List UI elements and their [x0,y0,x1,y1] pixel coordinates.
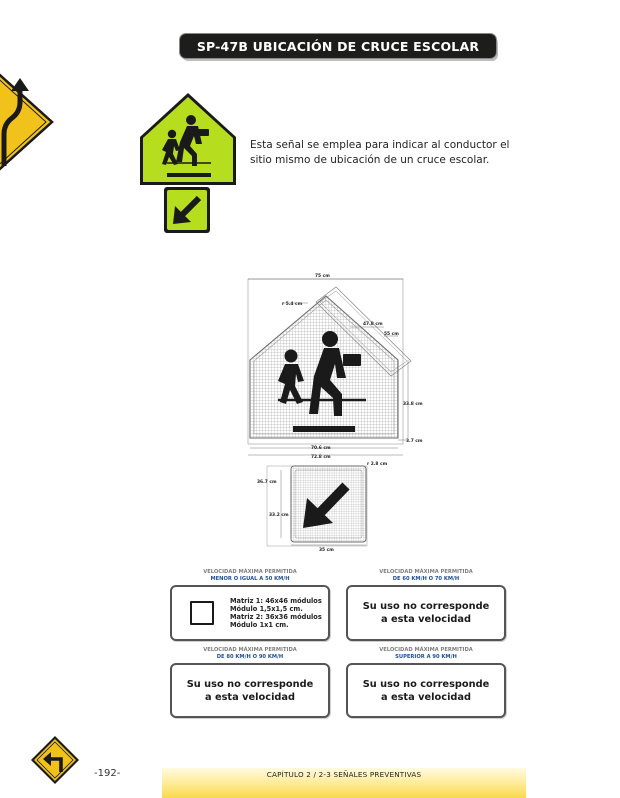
speed-table-box [346,585,506,641]
matrix-spec: Matriz 1: 46x46 módulos Módulo 1,5x1,5 cm. Matriz 2: 36x36 módulos Módulo 1x1 cm. [230,597,322,629]
speed-table-message: Su uso no corresponde a esta velocidad [362,601,490,625]
dim-label: r 2.8 cm [367,462,388,467]
speed-table-box [170,663,330,718]
dim-label: 33.8 cm [403,402,423,407]
speed-table-label: VELOCIDAD MÁXIMA PERMITIDA DE 80 KM/H O 90 KM/H [203,647,297,660]
technical-drawing-pentagon [238,268,438,468]
dim-label: 55 cm [384,332,399,337]
dim-label: 47.8 cm [363,322,383,327]
speed-table-box [346,663,506,718]
speed-table-label: VELOCIDAD MÁXIMA PERMITIDA SUPERIOR A 90 KM/H [379,647,473,660]
dim-label: 72.8 cm [311,455,331,460]
dim-label: 70.6 cm [311,446,331,451]
page-number: -192- [94,768,121,779]
dim-label: 75 cm [315,274,330,279]
matrix-square-icon [190,601,214,625]
dim-label: 3.7 cm [406,439,423,444]
turn-left-sign-icon [30,735,80,785]
reverse-curve-sign-icon [0,58,60,188]
speed-table-box [170,585,330,641]
dim-label: 35 cm [319,548,334,552]
diagonal-arrow-plate [163,186,211,234]
page-title: SP-47B UBICACIÓN DE CRUCE ESCOLAR [180,34,496,58]
chapter-label: CAPÍTULO 2 / 2-3 SEÑALES PREVENTIVAS [266,770,422,779]
speed-table-label: VELOCIDAD MÁXIMA PERMITIDA DE 60 KM/H O 70 KM/H [379,569,473,582]
speed-table-message: Su uso no corresponde a esta velocidad [186,678,314,703]
sign-description: Esta señal se emplea para indicar al conductor el sitio mismo de ubicación de un cruce escolar. [250,139,510,166]
speed-table-message: Su uso no corresponde a esta velocidad [362,678,490,703]
dim-label: 33.2 cm [269,513,289,518]
speed-table-label: VELOCIDAD MÁXIMA PERMITIDA MENOR O IGUAL A 50 KM/H [203,569,297,582]
dim-label: 36.7 cm [257,480,277,485]
technical-drawing-arrow-plate [255,456,395,552]
dim-label: r 5.4 cm [282,302,303,307]
school-crossing-sign [138,92,238,188]
